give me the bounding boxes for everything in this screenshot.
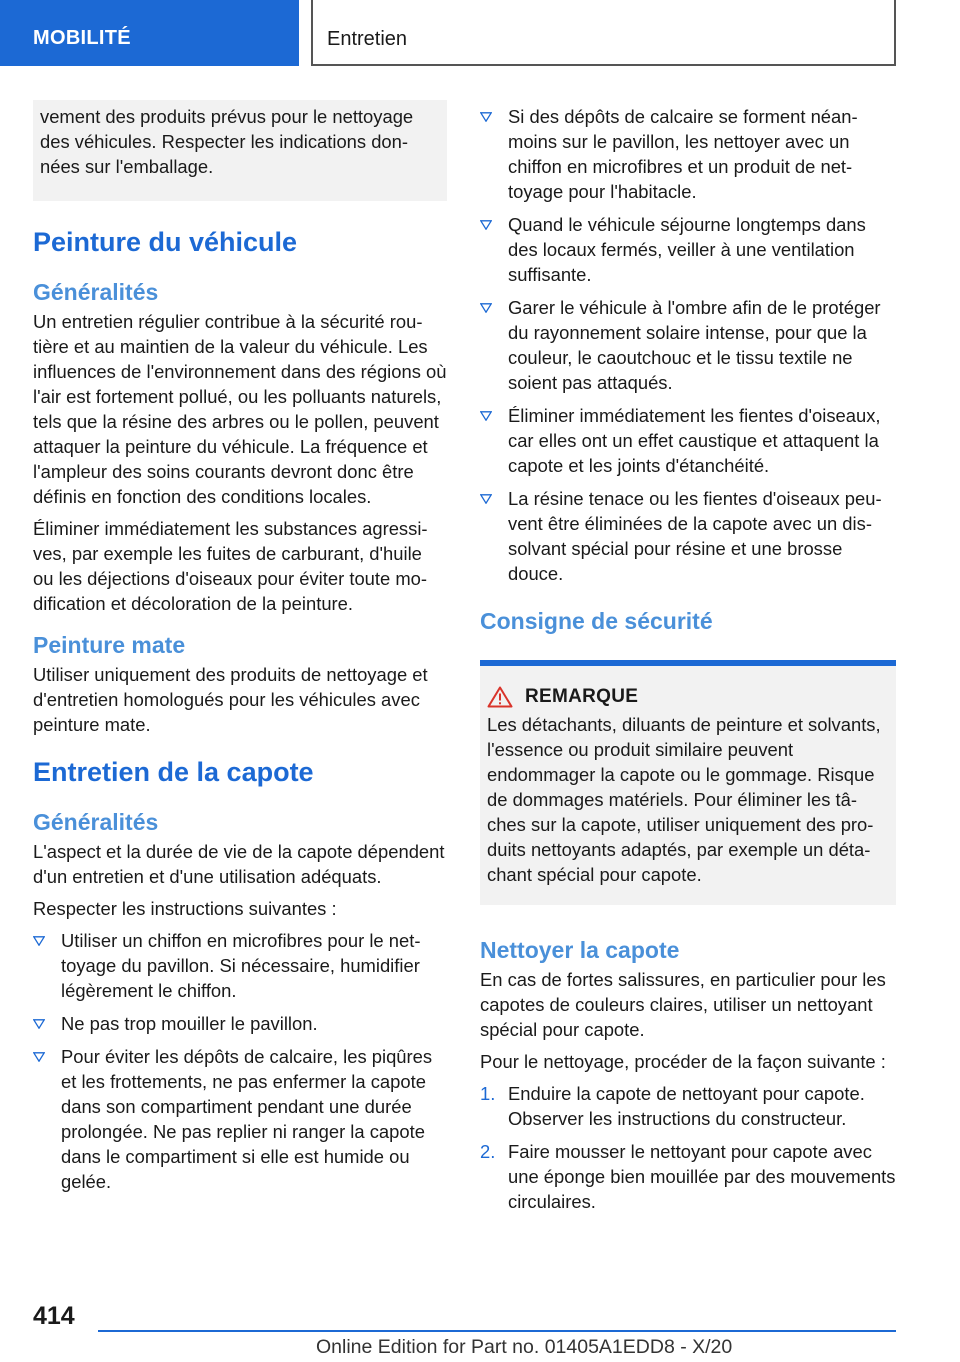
chapter-tab — [311, 0, 896, 66]
list-item: Ne pas trop mouiller le pavillon. — [33, 1011, 447, 1036]
paragraph-clean-top-2: Pour le nettoyage, procéder de la façon suivante : — [480, 1051, 886, 1072]
heading-top-care: Entretien de la capote — [33, 757, 314, 787]
list-item: Éliminer immédiatement les fientes d'oiseaux, car elles ont un effet caustique et attaquent la capote et les joints d'étanchéité. — [480, 403, 896, 478]
step-text: Enduire la capote de nettoyant pour capote. Observer les instructions du constructeur. — [508, 1083, 865, 1129]
warning-triangle-icon — [487, 686, 513, 708]
paragraph-paint-general-1: Un entretien régulier contribue à la sécurité routière et au maintien de la valeur du véhicule. Les influences de l'environnement dans des régions où l'air est fortement pollué, ou les polluants naturels, tels que la résine des arbres ou le pollen, peuvent attaquer la peinture du véhicule. La fréquence et l'ampleur des soins courants devront donc être définis en fonction des conditions locales. — [33, 311, 447, 507]
continued-note-box — [33, 100, 447, 201]
list-item: Si des dépôts de calcaire se forment néanmoins sur le pavillon, les nettoyer avec un chiffon en microfibres et un produit de nettoyage pour l'habitacle. — [480, 104, 896, 204]
triangle-bullet-icon — [480, 411, 492, 421]
subheading-general-paint: Généralités — [33, 279, 159, 305]
page-header — [0, 0, 960, 66]
section-tab — [0, 0, 299, 66]
warning-text: Les détachants, diluants de peinture et solvants, l'essence ou produit similaire peuvent endommager la capote ou le gommage. Risque de dommages matériels. Pour éliminer les tâches sur la capote, utiliser uniquement des produits nettoyants adaptés, par exemple un détachant spécial pour capote. — [487, 714, 881, 885]
right-column — [480, 100, 896, 1222]
section-label: MOBILITÉ — [33, 27, 131, 49]
warning-box — [480, 660, 896, 905]
list-item: Garer le véhicule à l'ombre afin de le protéger du rayonnement solaire intense, pour que la couleur, le caoutchouc et le tissu textile ne soient pas attaqués. — [480, 295, 896, 395]
footer-edition-text: Online Edition for Part no. 01405A1EDD8 - X/20 — [316, 1336, 733, 1358]
list-item: La résine tenace ou les fientes d'oiseaux peuvent être éliminées de la capote avec un dissolvant spécial pour résine et une brosse douce. — [480, 486, 896, 586]
triangle-bullet-icon — [33, 936, 45, 946]
left-column — [33, 100, 447, 1202]
paragraph-matte-paint: Utiliser uniquement des produits de nettoyage et d'entretien homologués pour les véhicules avec peinture mate. — [33, 664, 428, 735]
triangle-bullet-icon — [33, 1052, 45, 1062]
step-text: Faire mousser le nettoyant pour capote avec une éponge bien mouillée par des mouvements circulaires. — [508, 1141, 896, 1212]
subheading-safety-notice: Consigne de sécurité — [480, 608, 713, 634]
footer-divider — [98, 1330, 896, 1332]
step-number: 1. — [480, 1083, 496, 1104]
triangle-bullet-icon — [480, 494, 492, 504]
list-item: Pour éviter les dépôts de calcaire, les piqûres et les frottements, ne pas enfermer la capote dans son compartiment pendant une durée prolongée. Ne pas replier ni ranger la capote dans le compartiment si elle est humide ou gelée. — [33, 1044, 447, 1194]
instruction-list-left — [33, 928, 447, 1194]
triangle-bullet-icon — [480, 220, 492, 230]
step-item — [480, 1139, 896, 1214]
triangle-bullet-icon — [480, 303, 492, 313]
list-item: Quand le véhicule séjourne longtemps dans des locaux fermés, veiller à une ventilation suffisante. — [480, 212, 896, 287]
warning-title: REMARQUE — [525, 686, 639, 707]
chapter-label: Entretien — [327, 28, 408, 50]
triangle-bullet-icon — [480, 112, 492, 122]
triangle-bullet-icon — [33, 1019, 45, 1029]
subheading-clean-top: Nettoyer la capote — [480, 937, 680, 963]
step-number: 2. — [480, 1141, 496, 1162]
continued-note-text: vement des produits prévus pour le nettoyage des véhicules. Respecter les indications données sur l'emballage. — [40, 106, 414, 177]
paragraph-top-general-1: L'aspect et la durée de vie de la capote dépendent d'un entretien et d'une utilisation adéquats. — [33, 841, 445, 887]
paragraph-clean-top-1: En cas de fortes salissures, en particulier pour les capotes de couleurs claires, utiliser un nettoyant spécial pour capote. — [480, 969, 886, 1040]
paragraph-top-general-2: Respecter les instructions suivantes : — [33, 898, 337, 919]
step-item — [480, 1081, 896, 1131]
subheading-matte-paint: Peinture mate — [33, 632, 186, 658]
cleaning-steps-list — [480, 1081, 896, 1214]
paragraph-paint-general-2: Éliminer immédiatement les substances agressives, par exemple les fuites de carburant, d'huile ou les déjections d'oiseaux pour éviter toute modification et décoloration de la peinture. — [33, 518, 428, 614]
subheading-general-top: Généralités — [33, 809, 159, 835]
instruction-list-right — [480, 104, 896, 586]
heading-paint: Peinture du véhicule — [33, 227, 298, 257]
page-number: 414 — [33, 1302, 75, 1330]
warning-header — [487, 686, 888, 708]
list-item: Utiliser un chiffon en microfibres pour le nettoyage du pavillon. Si nécessaire, humidifier légèrement le chiffon. — [33, 928, 447, 1003]
